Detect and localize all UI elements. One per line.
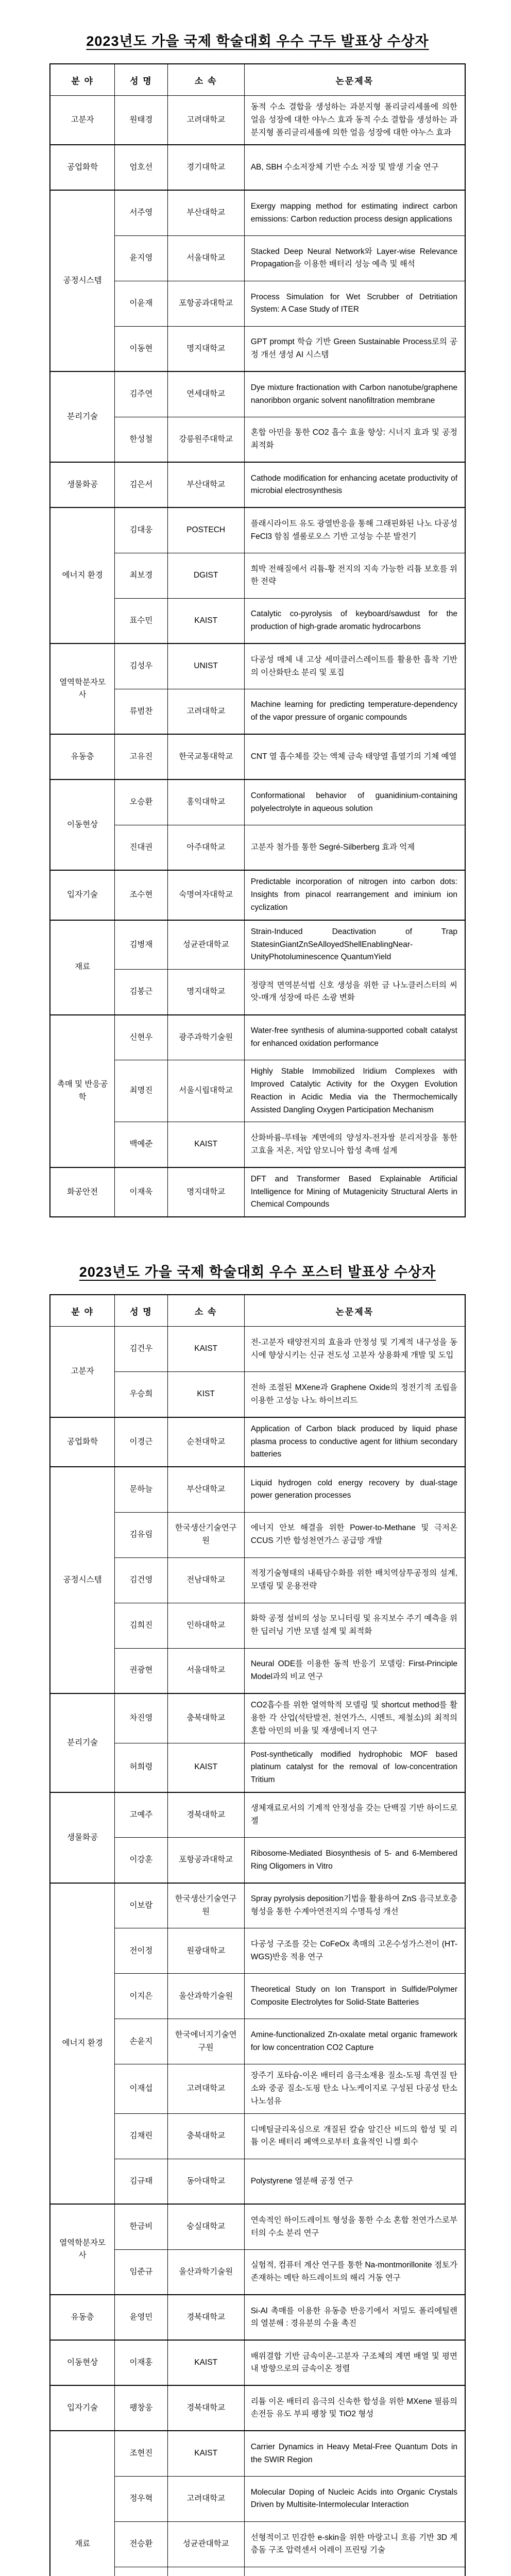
paper-title-cell: Predictable incorporation of nitrogen into carbon dots: Insights from pinacol rearrangement and iminium ion cyclization bbox=[244, 870, 465, 920]
paper-title-cell: 다공성 구조를 갖는 CoFeOx 촉매의 고온수성가스전이 (HT-WGS)반응 적용 연구 bbox=[244, 1928, 465, 1974]
affiliation-cell: 인하대학교 bbox=[167, 1603, 244, 1648]
name-cell: 차진영 bbox=[115, 1693, 167, 1743]
affiliation-cell: 울산과학기술원 bbox=[167, 2249, 244, 2295]
name-cell: 김건영 bbox=[115, 1557, 167, 1603]
paper-title-cell: 실험적, 컴퓨터 계산 연구를 통한 Na-montmorillonite 점토가 존재하는 메탄 하드레이트의 해리 거동 연구 bbox=[244, 2249, 465, 2295]
field-cell: 고분자 bbox=[50, 96, 115, 145]
table-row bbox=[50, 779, 465, 825]
name-cell: 이재홍 bbox=[115, 2340, 167, 2385]
paper-title-cell: 희박 전해질에서 리튬-황 전지의 지속 가능한 리튬 보호를 위한 전략 bbox=[244, 553, 465, 598]
name-cell: 서주영 bbox=[115, 190, 167, 235]
affiliation-cell: 부산대학교 bbox=[167, 1467, 244, 1512]
table-row bbox=[50, 1417, 465, 1467]
paper-title-cell: Water-free synthesis of alumina-supported cobalt catalyst for enhanced oxidation performance bbox=[244, 1015, 465, 1060]
affiliation-cell: 부산대학교 bbox=[167, 190, 244, 235]
name-cell: 김대웅 bbox=[115, 507, 167, 553]
field-cell: 에너지 환경 bbox=[50, 507, 115, 643]
paper-title-cell: Conformational behavior of guanidinium-containing polyelectrolyte in aqueous solution bbox=[244, 779, 465, 825]
field-cell: 이동현상 bbox=[50, 779, 115, 870]
paper-title-cell: 산화바륨-루테늄 계면에의 양성자-전자쌍 분리저장을 통한 고효율 저온, 저압 암모니아 합성 촉매 설계 bbox=[244, 1122, 465, 1167]
name-cell: 원태경 bbox=[115, 96, 167, 145]
name-cell: 김주연 bbox=[115, 371, 167, 417]
name-cell: 문하늘 bbox=[115, 1467, 167, 1512]
affiliation-cell: 부산대학교 bbox=[167, 462, 244, 507]
table-row bbox=[50, 145, 465, 190]
name-cell: 이동현 bbox=[115, 326, 167, 371]
paper-title-cell: 생체재료로서의 기계적 안정성을 갖는 단백질 기반 하이드로젤 bbox=[244, 1792, 465, 1838]
paper-title-cell: 장주기 포타슘-이온 배터리 음극소재용 질소-도핑 흑연질 탄소와 중공 질소-도핑 탄소 나노케이지로 구성된 다공성 탄소 나노섬유 bbox=[244, 2064, 465, 2113]
header-name: 성 명 bbox=[115, 64, 167, 96]
name-cell: 김규태 bbox=[115, 2159, 167, 2204]
field-cell: 공정시스템 bbox=[50, 1467, 115, 1693]
name-cell: 엄호선 bbox=[115, 145, 167, 190]
table-row bbox=[50, 734, 465, 779]
paper-title-cell: DFT and Transformer Based Explainable Artificial Intelligence for Mining of Mutagenicity Structural Alerts in Chemical Compounds bbox=[244, 1167, 465, 1217]
affiliation-cell: 동아대학교 bbox=[167, 2159, 244, 2204]
paper-title-cell: 화학 공정 설비의 성능 모니터링 및 유지보수 주기 예측을 위한 딥러닝 기반 모델 설계 및 최적화 bbox=[244, 1603, 465, 1648]
name-cell: 김은서 bbox=[115, 462, 167, 507]
name-cell: 윤지영 bbox=[115, 235, 167, 281]
paper-title-cell: 리튬 이온 배터리 음극의 신속한 합성을 위한 MXene 필름의 손전등 유도 부피 팽창 및 TiO2 형성 bbox=[244, 2385, 465, 2431]
name-cell: 이재섭 bbox=[115, 2064, 167, 2113]
paper-title-cell: Spray pyrolysis deposition기법을 활용하여 ZnS 음극보호층 형성을 통한 수계아연전지의 수명특성 개선 bbox=[244, 1883, 465, 1928]
affiliation-cell: KAIST bbox=[167, 2431, 244, 2476]
field-cell: 촉매 및 반응공학 bbox=[50, 1015, 115, 1167]
table-row bbox=[50, 96, 465, 145]
affiliation-cell: 한국에너지기술연구원 bbox=[167, 2019, 244, 2064]
name-cell: 김봉근 bbox=[115, 970, 167, 1015]
affiliation-cell: 전남대학교 bbox=[167, 1557, 244, 1603]
paper-title-cell: Application of Carbon black produced by liquid phase plasma process to conductive agent for lithium secondary batteries bbox=[244, 1417, 465, 1467]
name-cell bbox=[115, 2567, 167, 2576]
name-cell: 윤영민 bbox=[115, 2295, 167, 2340]
paper-title-cell: GPT prompt 학습 기반 Green Sustainable Process로의 공정 개선 생성 AI 시스템 bbox=[244, 326, 465, 371]
field-cell: 이동현상 bbox=[50, 2340, 115, 2385]
paper-title-cell: AB, SBH 수소저장체 기반 수소 저장 및 발생 기술 연구 bbox=[244, 145, 465, 190]
affiliation-cell: KIST bbox=[167, 1372, 244, 1417]
affiliation-cell: 경북대학교 bbox=[167, 2295, 244, 2340]
affiliation-cell: 포항공과대학교 bbox=[167, 1838, 244, 1883]
field-cell: 공업화학 bbox=[50, 145, 115, 190]
name-cell: 이재욱 bbox=[115, 1167, 167, 1217]
affiliation-cell: 경북대학교 bbox=[167, 2385, 244, 2431]
affiliation-cell: 서울대학교 bbox=[167, 235, 244, 281]
header-row bbox=[50, 64, 465, 96]
table-row bbox=[50, 643, 465, 689]
header-name: 성 명 bbox=[115, 1295, 167, 1327]
name-cell: 이윤재 bbox=[115, 281, 167, 326]
field-cell: 재료 bbox=[50, 2431, 115, 2576]
header-field: 분 야 bbox=[50, 64, 115, 96]
affiliation-cell: KAIST bbox=[167, 1743, 244, 1792]
affiliation-cell: 연세대학교 bbox=[167, 371, 244, 417]
paper-title-cell: Molecular Doping of Nucleic Acids into Organic Crystals Driven by Multisite-Intermolecular Interaction bbox=[244, 2476, 465, 2521]
name-cell: 한성철 bbox=[115, 417, 167, 462]
affiliation-cell: 서울대학교 bbox=[167, 1648, 244, 1693]
name-cell: 정우혁 bbox=[115, 2476, 167, 2521]
name-cell: 최보경 bbox=[115, 553, 167, 598]
name-cell: 손윤지 bbox=[115, 2019, 167, 2064]
affiliation-cell: 충북대학교 bbox=[167, 1693, 244, 1743]
affiliation-cell: POSTECH bbox=[167, 507, 244, 553]
name-cell: 이지은 bbox=[115, 1974, 167, 2019]
name-cell: 허희령 bbox=[115, 1743, 167, 1792]
field-cell: 입자기술 bbox=[50, 870, 115, 920]
name-cell: 팽창웅 bbox=[115, 2385, 167, 2431]
affiliation-cell: 숙명여자대학교 bbox=[167, 870, 244, 920]
table-row bbox=[50, 2204, 465, 2249]
name-cell: 고유진 bbox=[115, 734, 167, 779]
name-cell: 진대권 bbox=[115, 825, 167, 870]
name-cell: 김성우 bbox=[115, 643, 167, 689]
paper-title-cell: 전하 조절된 MXene과 Graphene Oxide의 정전기적 조립을 이용한 고성능 나노 하이브리드 bbox=[244, 1372, 465, 1417]
name-cell: 류범찬 bbox=[115, 689, 167, 734]
name-cell: 김채린 bbox=[115, 2113, 167, 2159]
name-cell: 임준규 bbox=[115, 2249, 167, 2295]
affiliation-cell: 성균관대학교 bbox=[167, 2521, 244, 2567]
affiliation-cell: 명지대학교 bbox=[167, 970, 244, 1015]
affiliation-cell: 광주과학기술원 bbox=[167, 1015, 244, 1060]
affiliation-cell: 포항공과대학교 bbox=[167, 281, 244, 326]
paper-title-cell: Exergy mapping method for estimating indirect carbon emissions: Carbon reduction process design applications bbox=[244, 190, 465, 235]
name-cell: 오승환 bbox=[115, 779, 167, 825]
field-cell: 공업화학 bbox=[50, 1417, 115, 1467]
affiliation-cell: 성균관대학교 bbox=[167, 920, 244, 970]
affiliation-cell: KAIST bbox=[167, 598, 244, 643]
oral-award-section bbox=[49, 30, 466, 1217]
paper-title-cell: Liquid hydrogen cold energy recovery by dual-stage power generation processes bbox=[244, 1467, 465, 1512]
table-row bbox=[50, 2385, 465, 2431]
paper-title-cell: 에너지 안보 해결을 위한 Power-to-Methane 및 극저온 CCUS 기반 합성천연가스 공급망 개발 bbox=[244, 1512, 465, 1557]
oral-award-table bbox=[49, 63, 466, 1217]
paper-title-cell: Highly Stable Immobilized Iridium Complexes with Improved Catalytic Activity for the Oxygen Evolution Reaction in Acidic Media via the Thermochemically Assisted Dangling Oxygen Participation Mechanism bbox=[244, 1060, 465, 1122]
table-row bbox=[50, 870, 465, 920]
affiliation-cell: 서울시립대학교 bbox=[167, 1060, 244, 1122]
paper-title-cell: Stacked Deep Neural Network와 Layer-wise Relevance Propagation을 이용한 배터리 성능 예측 및 해석 bbox=[244, 235, 465, 281]
affiliation-cell: 경북대학교 bbox=[167, 1792, 244, 1838]
field-cell: 생물화공 bbox=[50, 1792, 115, 1883]
paper-title-cell: CO2흡수를 위한 열역학적 모델링 및 shortcut method를 활용한 각 산업(석탄발전, 천연가스, 시멘트, 제철소)의 최적의 혼합 아민의 비율 및 재생에너지 연구 bbox=[244, 1693, 465, 1743]
header-paper-title: 논문제목 bbox=[244, 64, 465, 96]
paper-title-cell: 동적 수소 결합을 생성하는 과분지형 폴리글리세롤에 의한 얼음 성장에 대한 야누스 효과 동적 수소 결합을 생성하는 과분지형 폴리글리세롤에 의한 얼음 성장에 대한 야누스 효과 bbox=[244, 96, 465, 145]
header-row bbox=[50, 1295, 465, 1327]
table-row bbox=[50, 462, 465, 507]
affiliation-cell: UNIST bbox=[167, 643, 244, 689]
table-row bbox=[50, 507, 465, 553]
paper-title-cell: 적정기술형태의 내륙담수화를 위한 배치역삼투공정의 설계, 모델링 및 운용전략 bbox=[244, 1557, 465, 1603]
paper-title-cell: Post-synthetically modified hydrophobic MOF based platinum catalyst for the removal of low-concentration Tritium bbox=[244, 1743, 465, 1792]
paper-title-cell: Polystyrene 열분해 공정 연구 bbox=[244, 2159, 465, 2204]
field-cell: 고분자 bbox=[50, 1327, 115, 1417]
field-cell: 재료 bbox=[50, 920, 115, 1015]
paper-title-cell: 연속적인 하이드레이트 형성을 통한 수소 혼합 천연가스로부터의 수소 분리 연구 bbox=[244, 2204, 465, 2249]
name-cell: 권광현 bbox=[115, 1648, 167, 1693]
affiliation-cell: KAIST bbox=[167, 2340, 244, 2385]
affiliation-cell: 한국생산기술연구원 bbox=[167, 1883, 244, 1928]
name-cell: 조현진 bbox=[115, 2431, 167, 2476]
affiliation-cell: 한국생산기술연구원 bbox=[167, 1512, 244, 1557]
table-row bbox=[50, 2295, 465, 2340]
header-affiliation: 소 속 bbox=[167, 1295, 244, 1327]
paper-title-cell: 고분자 첨가를 통한 Segré-Silberberg 효과 억제 bbox=[244, 825, 465, 870]
paper-title-cell: Strain-Induced Deactivation of Trap StatesinGiantZnSeAlloyedShellEnablingNear-UnityPhotoluminescence QuantumYield bbox=[244, 920, 465, 970]
paper-title-cell: Machine learning for predicting temperature-dependency of the vapor pressure of organic compounds bbox=[244, 689, 465, 734]
affiliation-cell: 아주대학교 bbox=[167, 825, 244, 870]
table-row bbox=[50, 371, 465, 417]
name-cell: 고예주 bbox=[115, 1792, 167, 1838]
name-cell: 김건우 bbox=[115, 1327, 167, 1372]
paper-title-cell: 다공성 매체 내 고상 세미클러스레이트를 활용한 흡착 기반의 이산화탄소 분리 및 포집 bbox=[244, 643, 465, 689]
field-cell: 분리기술 bbox=[50, 371, 115, 462]
paper-title-cell: 정량적 면역분석법 신호 생성을 위한 금 나노클러스터의 씨앗-매개 성장에 따른 소광 변화 bbox=[244, 970, 465, 1015]
field-cell: 공정시스템 bbox=[50, 190, 115, 371]
header-field: 분 야 bbox=[50, 1295, 115, 1327]
paper-title-cell: Process Simulation for Wet Scrubber of Detritiation System: A Case Study of ITER bbox=[244, 281, 465, 326]
oral-award-table-body bbox=[50, 96, 465, 1217]
paper-title-cell: 혼합 아민을 통한 CO2 흡수 효율 향상: 시너지 효과 및 공정 최적화 bbox=[244, 417, 465, 462]
table-row bbox=[50, 920, 465, 970]
table-row bbox=[50, 1015, 465, 1060]
affiliation-cell: 순천대학교 bbox=[167, 1417, 244, 1467]
affiliation-cell: 고려대학교 bbox=[167, 96, 244, 145]
affiliation-cell: 울산과학기술원 bbox=[167, 1974, 244, 2019]
name-cell: 김병재 bbox=[115, 920, 167, 970]
name-cell: 김희진 bbox=[115, 1603, 167, 1648]
affiliation-cell: 고려대학교 bbox=[167, 2476, 244, 2521]
name-cell: 이보람 bbox=[115, 1883, 167, 1928]
table-row bbox=[50, 1883, 465, 1928]
affiliation-cell: 원광대학교 bbox=[167, 1928, 244, 1974]
paper-title-cell: Si-Al 촉매를 이용한 유동층 반응기에서 저밀도 폴리에틸렌의 열분해 : 경유분의 수율 촉진 bbox=[244, 2295, 465, 2340]
name-cell: 우승희 bbox=[115, 1372, 167, 1417]
name-cell: 신현우 bbox=[115, 1015, 167, 1060]
paper-title-cell: Ribosome-Mediated Biosynthesis of 5- and 6-Membered Ring Oligomers in Vitro bbox=[244, 1838, 465, 1883]
table-row bbox=[50, 1693, 465, 1743]
paper-title-cell: 선형적이고 민감한 e-skin을 위한 마랑고니 흐름 기반 3D 계층돔 구조 압력센서 어레이 프린팅 기술 bbox=[244, 2521, 465, 2567]
header-paper-title: 논문제목 bbox=[244, 1295, 465, 1327]
table-row bbox=[50, 2431, 465, 2476]
field-cell: 생물화공 bbox=[50, 462, 115, 507]
paper-title-cell: 플래시라이트 유도 광열반응을 통해 그래핀화된 나노 다공성 FeCl3 함침 셀룰로오스 기반 고성능 수분 발전기 bbox=[244, 507, 465, 553]
affiliation-cell: KAIST bbox=[167, 1327, 244, 1372]
poster-award-table bbox=[49, 1294, 466, 2576]
field-cell: 입자기술 bbox=[50, 2385, 115, 2431]
oral-award-title: 2023년도 가을 국제 학술대회 우수 구두 발표상 수상자 bbox=[86, 33, 429, 49]
paper-title-cell: Carrier Dynamics in Heavy Metal-Free Quantum Dots in the SWIR Region bbox=[244, 2431, 465, 2476]
name-cell: 최명진 bbox=[115, 1060, 167, 1122]
paper-title-cell: 배위결합 기반 금속이온-고분자 구조체의 계면 배열 및 평면 내 방향으로의 금속이온 정렬 bbox=[244, 2340, 465, 2385]
poster-award-table-body bbox=[50, 1327, 465, 2576]
field-cell: 화공안전 bbox=[50, 1167, 115, 1217]
affiliation-cell: 숭실대학교 bbox=[167, 2204, 244, 2249]
field-cell: 열역학분자모사 bbox=[50, 643, 115, 734]
affiliation-cell: 홍익대학교 bbox=[167, 779, 244, 825]
name-cell: 한금비 bbox=[115, 2204, 167, 2249]
paper-title-cell: CNT 열 흡수체를 갖는 액체 금속 태양열 흡열기의 기체 예열 bbox=[244, 734, 465, 779]
name-cell: 표수민 bbox=[115, 598, 167, 643]
affiliation-cell: 강릉원주대학교 bbox=[167, 417, 244, 462]
paper-title-cell bbox=[244, 2567, 465, 2576]
affiliation-cell: 충북대학교 bbox=[167, 2113, 244, 2159]
paper-title-cell: Catalytic co-pyrolysis of keyboard/sawdust for the production of high-grade aromatic hydrocarbons bbox=[244, 598, 465, 643]
name-cell: 이강훈 bbox=[115, 1838, 167, 1883]
table-row bbox=[50, 2340, 465, 2385]
affiliation-cell: 한국교통대학교 bbox=[167, 734, 244, 779]
table-row bbox=[50, 1167, 465, 1217]
name-cell: 전이정 bbox=[115, 1928, 167, 1974]
paper-title-cell: Amine-functionalized Zn-oxalate metal organic framework for low concentration CO2 Capture bbox=[244, 2019, 465, 2064]
header-affiliation: 소 속 bbox=[167, 64, 244, 96]
field-cell: 열역학분자모사 bbox=[50, 2204, 115, 2295]
field-cell: 분리기술 bbox=[50, 1693, 115, 1792]
paper-title-cell: Theoretical Study on Ion Transport in Sulfide/Polymer Composite Electrolytes for Solid-State Batteries bbox=[244, 1974, 465, 2019]
field-cell: 유동층 bbox=[50, 734, 115, 779]
paper-title-cell: Dye mixture fractionation with Carbon nanotube/graphene nanoribbon organic solvent nanofiltration membrane bbox=[244, 371, 465, 417]
name-cell: 전승환 bbox=[115, 2521, 167, 2567]
poster-award-section bbox=[49, 1261, 466, 2576]
name-cell: 백예준 bbox=[115, 1122, 167, 1167]
paper-title-cell: 전-고분자 태양전지의 효율과 안정성 및 기계적 내구성을 동시에 향상시키는 신규 전도성 고분자 상용화제 개발 및 도입 bbox=[244, 1327, 465, 1372]
paper-title-cell: Cathode modification for enhancing acetate productivity of microbial electrosynthesis bbox=[244, 462, 465, 507]
table-row bbox=[50, 1792, 465, 1838]
table-row bbox=[50, 1327, 465, 1372]
affiliation-cell bbox=[167, 2567, 244, 2576]
name-cell: 김유림 bbox=[115, 1512, 167, 1557]
paper-title-cell: 디메틸글리옥심으로 개질된 칼슘 알긴산 비드의 합성 및 리튬 이온 배터리 폐액으로부터 효율적인 니켈 회수 bbox=[244, 2113, 465, 2159]
affiliation-cell: 고려대학교 bbox=[167, 2064, 244, 2113]
field-cell: 유동층 bbox=[50, 2295, 115, 2340]
affiliation-cell: 명지대학교 bbox=[167, 1167, 244, 1217]
affiliation-cell: 명지대학교 bbox=[167, 326, 244, 371]
poster-award-title: 2023년도 가을 국제 학술대회 우수 포스터 발표상 수상자 bbox=[79, 1264, 436, 1280]
affiliation-cell: 고려대학교 bbox=[167, 689, 244, 734]
name-cell: 이경근 bbox=[115, 1417, 167, 1467]
table-row bbox=[50, 1467, 465, 1512]
field-cell: 에너지 환경 bbox=[50, 1883, 115, 2204]
table-row bbox=[50, 190, 465, 235]
affiliation-cell: DGIST bbox=[167, 553, 244, 598]
affiliation-cell: 경기대학교 bbox=[167, 145, 244, 190]
paper-title-cell: Neural ODE를 이용한 동적 반응기 모델링: First-Principle Model과의 비교 연구 bbox=[244, 1648, 465, 1693]
affiliation-cell: KAIST bbox=[167, 1122, 244, 1167]
name-cell: 조수현 bbox=[115, 870, 167, 920]
